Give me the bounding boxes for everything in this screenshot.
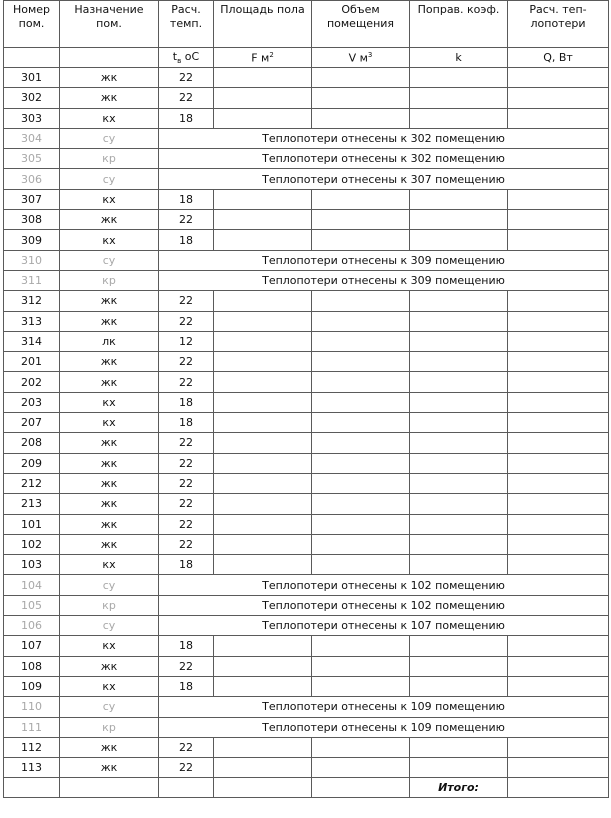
heat-loss-cell (508, 413, 609, 433)
heat-loss-cell (508, 291, 609, 311)
total-value (508, 778, 609, 798)
volume-cell (312, 88, 410, 108)
table-row (4, 453, 609, 473)
temperature-cell: 22 (159, 352, 214, 372)
room-number-cell: 111 (4, 717, 60, 737)
heat-loss-cell (508, 555, 609, 575)
purpose-cell: жк (60, 514, 159, 534)
volume-cell (312, 372, 410, 392)
area-cell (214, 372, 312, 392)
temperature-cell: 22 (159, 210, 214, 230)
heat-loss-cell (508, 758, 609, 778)
area-cell (214, 656, 312, 676)
header-correction-coefficient: Поправ. коэф. (410, 1, 508, 48)
coefficient-cell (410, 88, 508, 108)
unit-heat-loss: Q, Вт (508, 48, 609, 68)
room-number-cell: 209 (4, 453, 60, 473)
note-cell: Теплопотери отнесены к 107 помещению (159, 616, 609, 636)
coefficient-cell (410, 230, 508, 250)
volume-cell (312, 473, 410, 493)
area-cell (214, 514, 312, 534)
coefficient-cell (410, 189, 508, 209)
note-cell: Теплопотери отнесены к 102 помещению (159, 595, 609, 615)
unit-volume: V $м^3$ (312, 48, 410, 68)
volume-cell (312, 108, 410, 128)
table-body (4, 68, 609, 778)
table-row (4, 616, 609, 636)
area-cell (214, 108, 312, 128)
table-row (4, 737, 609, 757)
heat-loss-cell (508, 534, 609, 554)
area-cell (214, 331, 312, 351)
purpose-cell: жк (60, 656, 159, 676)
total-row (4, 778, 609, 798)
room-number-cell: 207 (4, 413, 60, 433)
table-row (4, 473, 609, 493)
temperature-cell: 22 (159, 311, 214, 331)
table-row (4, 697, 609, 717)
volume-cell (312, 758, 410, 778)
volume-cell (312, 413, 410, 433)
area-cell (214, 453, 312, 473)
purpose-cell: жк (60, 311, 159, 331)
table-row (4, 270, 609, 290)
temperature-cell: 22 (159, 291, 214, 311)
room-number-cell: 202 (4, 372, 60, 392)
room-number-cell: 104 (4, 575, 60, 595)
note-cell: Теплопотери отнесены к 302 помещению (159, 149, 609, 169)
table-row (4, 372, 609, 392)
coefficient-cell (410, 311, 508, 331)
purpose-cell: кх (60, 108, 159, 128)
coefficient-cell (410, 636, 508, 656)
table-row (4, 88, 609, 108)
coefficient-cell (410, 555, 508, 575)
volume-cell (312, 494, 410, 514)
room-number-cell: 108 (4, 656, 60, 676)
temperature-cell: 22 (159, 88, 214, 108)
purpose-cell: жк (60, 453, 159, 473)
room-number-cell: 102 (4, 534, 60, 554)
table-row (4, 230, 609, 250)
temperature-cell: 22 (159, 758, 214, 778)
unit-empty (4, 48, 60, 68)
purpose-cell: жк (60, 68, 159, 88)
heat-loss-cell (508, 68, 609, 88)
heat-loss-cell (508, 433, 609, 453)
table-row (4, 68, 609, 88)
table-row (4, 250, 609, 270)
room-number-cell: 314 (4, 331, 60, 351)
room-number-cell: 106 (4, 616, 60, 636)
temperature-cell: 12 (159, 331, 214, 351)
purpose-cell: кх (60, 189, 159, 209)
area-cell (214, 473, 312, 493)
room-number-cell: 312 (4, 291, 60, 311)
room-number-cell: 311 (4, 270, 60, 290)
purpose-cell: кх (60, 392, 159, 412)
room-number-cell: 309 (4, 230, 60, 250)
purpose-cell: жк (60, 352, 159, 372)
area-cell (214, 555, 312, 575)
room-number-cell: 105 (4, 595, 60, 615)
volume-cell (312, 230, 410, 250)
heat-loss-cell (508, 108, 609, 128)
purpose-cell: су (60, 575, 159, 595)
coefficient-cell (410, 453, 508, 473)
header-floor-area: Площадь пола (214, 1, 312, 48)
coefficient-cell (410, 413, 508, 433)
volume-cell (312, 352, 410, 372)
temperature-cell: 22 (159, 453, 214, 473)
coefficient-cell (410, 494, 508, 514)
area-cell (214, 676, 312, 696)
area-cell (214, 494, 312, 514)
table-row (4, 595, 609, 615)
table-row (4, 413, 609, 433)
purpose-cell: жк (60, 210, 159, 230)
area-cell (214, 210, 312, 230)
table-row (4, 210, 609, 230)
volume-cell (312, 636, 410, 656)
area-cell (214, 392, 312, 412)
room-number-cell: 109 (4, 676, 60, 696)
total-label: Итого: (410, 778, 508, 798)
purpose-cell: кр (60, 149, 159, 169)
heat-loss-cell (508, 230, 609, 250)
heat-loss-cell (508, 453, 609, 473)
room-number-cell: 301 (4, 68, 60, 88)
coefficient-cell (410, 514, 508, 534)
table-row (4, 311, 609, 331)
coefficient-cell (410, 737, 508, 757)
header-heat-loss: Расч. теп-лопотери (508, 1, 609, 48)
volume-cell (312, 392, 410, 412)
table-row (4, 128, 609, 148)
purpose-cell: жк (60, 534, 159, 554)
header-row (4, 1, 609, 48)
temperature-cell: 18 (159, 108, 214, 128)
coefficient-cell (410, 372, 508, 392)
coefficient-cell (410, 331, 508, 351)
volume-cell (312, 433, 410, 453)
area-cell (214, 230, 312, 250)
coefficient-cell (410, 473, 508, 493)
room-number-cell: 203 (4, 392, 60, 412)
area-cell (214, 291, 312, 311)
table-row (4, 555, 609, 575)
heat-loss-cell (508, 392, 609, 412)
heat-loss-cell (508, 636, 609, 656)
volume-cell (312, 453, 410, 473)
temperature-cell: 18 (159, 392, 214, 412)
temperature-cell: 18 (159, 189, 214, 209)
coefficient-cell (410, 392, 508, 412)
purpose-cell: кх (60, 413, 159, 433)
temperature-cell: 22 (159, 514, 214, 534)
volume-cell (312, 291, 410, 311)
purpose-cell: су (60, 616, 159, 636)
volume-cell (312, 656, 410, 676)
purpose-cell: жк (60, 473, 159, 493)
area-cell (214, 88, 312, 108)
heat-loss-cell (508, 210, 609, 230)
heat-loss-cell (508, 189, 609, 209)
area-cell (214, 311, 312, 331)
room-number-cell: 305 (4, 149, 60, 169)
coefficient-cell (410, 433, 508, 453)
temperature-cell: 22 (159, 534, 214, 554)
unit-empty (60, 48, 159, 68)
heat-loss-cell (508, 473, 609, 493)
purpose-cell: кх (60, 230, 159, 250)
volume-cell (312, 555, 410, 575)
area-cell (214, 352, 312, 372)
table-row (4, 717, 609, 737)
coefficient-cell (410, 676, 508, 696)
room-number-cell: 201 (4, 352, 60, 372)
purpose-cell: су (60, 697, 159, 717)
heat-loss-cell (508, 372, 609, 392)
room-number-cell: 112 (4, 737, 60, 757)
purpose-cell: кх (60, 676, 159, 696)
purpose-cell: жк (60, 433, 159, 453)
area-cell (214, 534, 312, 554)
temperature-cell: 18 (159, 230, 214, 250)
area-cell (214, 758, 312, 778)
volume-cell (312, 210, 410, 230)
temperature-cell: 18 (159, 413, 214, 433)
heat-loss-cell (508, 88, 609, 108)
purpose-cell: кр (60, 717, 159, 737)
area-cell (214, 433, 312, 453)
area-cell (214, 68, 312, 88)
volume-cell (312, 68, 410, 88)
table-row (4, 169, 609, 189)
area-cell (214, 737, 312, 757)
temperature-cell: 22 (159, 473, 214, 493)
room-number-cell: 101 (4, 514, 60, 534)
room-number-cell: 113 (4, 758, 60, 778)
temperature-cell: 18 (159, 555, 214, 575)
table-row (4, 636, 609, 656)
table-row (4, 676, 609, 696)
note-cell: Теплопотери отнесены к 102 помещению (159, 575, 609, 595)
volume-cell (312, 534, 410, 554)
temperature-cell: 22 (159, 68, 214, 88)
room-number-cell: 313 (4, 311, 60, 331)
room-number-cell: 302 (4, 88, 60, 108)
unit-area: F $м^2$ (214, 48, 312, 68)
table-row (4, 514, 609, 534)
heat-loss-cell (508, 737, 609, 757)
purpose-cell: су (60, 169, 159, 189)
area-cell (214, 413, 312, 433)
area-cell (214, 636, 312, 656)
note-cell: Теплопотери отнесены к 109 помещению (159, 717, 609, 737)
area-cell (214, 189, 312, 209)
table-row (4, 331, 609, 351)
volume-cell (312, 331, 410, 351)
temperature-cell: 22 (159, 372, 214, 392)
purpose-cell: кх (60, 555, 159, 575)
coefficient-cell (410, 210, 508, 230)
room-number-cell: 308 (4, 210, 60, 230)
purpose-cell: жк (60, 291, 159, 311)
coefficient-cell (410, 758, 508, 778)
table-row (4, 291, 609, 311)
purpose-cell: су (60, 128, 159, 148)
heat-loss-cell (508, 656, 609, 676)
heat-loss-cell (508, 352, 609, 372)
room-number-cell: 303 (4, 108, 60, 128)
unit-coefficient: k (410, 48, 508, 68)
purpose-cell: кр (60, 270, 159, 290)
note-cell: Теплопотери отнесены к 307 помещению (159, 169, 609, 189)
volume-cell (312, 514, 410, 534)
header-room-number: Номер пом. (4, 1, 60, 48)
purpose-cell: жк (60, 494, 159, 514)
room-number-cell: 306 (4, 169, 60, 189)
note-cell: Теплопотери отнесены к 109 помещению (159, 697, 609, 717)
table-row (4, 494, 609, 514)
table-row (4, 433, 609, 453)
coefficient-cell (410, 68, 508, 88)
purpose-cell: лк (60, 331, 159, 351)
temperature-cell: 22 (159, 494, 214, 514)
table-row (4, 758, 609, 778)
room-number-cell: 208 (4, 433, 60, 453)
room-number-cell: 304 (4, 128, 60, 148)
coefficient-cell (410, 108, 508, 128)
table-row (4, 656, 609, 676)
room-number-cell: 110 (4, 697, 60, 717)
coefficient-cell (410, 534, 508, 554)
purpose-cell: кх (60, 636, 159, 656)
coefficient-cell (410, 656, 508, 676)
purpose-cell: жк (60, 88, 159, 108)
temperature-cell: 22 (159, 656, 214, 676)
coefficient-cell (410, 352, 508, 372)
room-number-cell: 213 (4, 494, 60, 514)
note-cell: Теплопотери отнесены к 309 помещению (159, 250, 609, 270)
temperature-cell: 18 (159, 636, 214, 656)
temperature-cell: 22 (159, 433, 214, 453)
heat-loss-cell (508, 331, 609, 351)
temperature-cell: 22 (159, 737, 214, 757)
room-number-cell: 307 (4, 189, 60, 209)
temperature-cell: 18 (159, 676, 214, 696)
heat-loss-table (3, 0, 609, 798)
table-row (4, 352, 609, 372)
room-number-cell: 212 (4, 473, 60, 493)
room-number-cell: 310 (4, 250, 60, 270)
table-row (4, 149, 609, 169)
note-cell: Теплопотери отнесены к 309 помещению (159, 270, 609, 290)
room-number-cell: 107 (4, 636, 60, 656)
volume-cell (312, 676, 410, 696)
table-row (4, 108, 609, 128)
coefficient-cell (410, 291, 508, 311)
header-purpose: Назначение пом. (60, 1, 159, 48)
purpose-cell: жк (60, 737, 159, 757)
heat-loss-cell (508, 676, 609, 696)
table-row (4, 189, 609, 209)
heat-loss-cell (508, 311, 609, 331)
room-number-cell: 103 (4, 555, 60, 575)
purpose-cell: жк (60, 758, 159, 778)
heat-loss-cell (508, 514, 609, 534)
header-room-volume: Объем помещения (312, 1, 410, 48)
units-row (4, 48, 609, 68)
heat-loss-cell (508, 494, 609, 514)
purpose-cell: кр (60, 595, 159, 615)
purpose-cell: су (60, 250, 159, 270)
purpose-cell: жк (60, 372, 159, 392)
note-cell: Теплопотери отнесены к 302 помещению (159, 128, 609, 148)
unit-temperature: $t_в$ oC (159, 48, 214, 68)
volume-cell (312, 189, 410, 209)
table-row (4, 575, 609, 595)
table-row (4, 534, 609, 554)
volume-cell (312, 737, 410, 757)
volume-cell (312, 311, 410, 331)
header-design-temperature: Расч. темп. (159, 1, 214, 48)
table-row (4, 392, 609, 412)
